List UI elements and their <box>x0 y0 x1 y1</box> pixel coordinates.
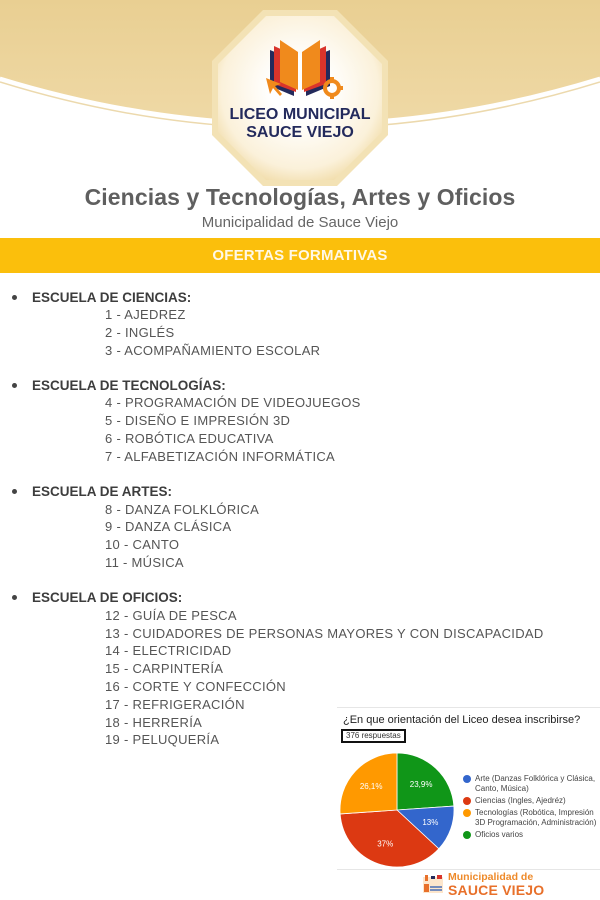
school-tecnologias <box>0 376 600 465</box>
footer-line1: Municipalidad de <box>448 871 534 883</box>
legend-dot-icon <box>463 809 471 817</box>
course-item: 17 - REFRIGERACIÓN <box>105 696 245 712</box>
school-artes <box>0 483 600 572</box>
course-item: 11 - MÚSICA <box>105 554 184 570</box>
course-item: 19 - PELUQUERÍA <box>105 732 220 748</box>
legend-label: Ciencias (Ingles, Ajedréz) <box>475 796 566 805</box>
course-item: 5 - DISEÑO E IMPRESIÓN 3D <box>105 413 291 429</box>
legend-label: Tecnologías (Robótica, Impresión 3D Programación, Administración) <box>475 808 597 827</box>
pie-label: 13% <box>422 817 439 827</box>
svg-text:SAUCE VIEJO: SAUCE VIEJO <box>246 124 354 141</box>
course-item: 1 - AJEDREZ <box>105 307 186 322</box>
course-item: 7 - ALFABETIZACIÓN INFORMÁTICA <box>105 448 336 464</box>
school-ciencias <box>0 288 600 359</box>
bullet-icon <box>12 383 17 388</box>
bullet-icon <box>12 595 17 600</box>
survey-chart-card <box>337 707 600 870</box>
course-item: 10 - CANTO <box>105 537 180 553</box>
pie-chart <box>339 752 455 868</box>
school-name: ESCUELA DE OFICIOS: <box>32 590 183 606</box>
pie-label: 23,9% <box>409 780 433 790</box>
course-item: 3 - ACOMPAÑAMIENTO ESCOLAR <box>105 342 321 358</box>
footer-logo <box>422 872 544 897</box>
page-title: Ciencias y Tecnologías, Artes y Oficios <box>84 184 516 210</box>
course-item: 4 - PROGRAMACIÓN DE VIDEOJUEGOS <box>105 395 361 411</box>
svg-text:LICEO MUNICIPAL: LICEO MUNICIPAL <box>229 106 371 123</box>
course-item: 9 - DANZA CLÁSICA <box>105 519 232 535</box>
course-item: 12 - GUÍA DE PESCA <box>105 607 237 623</box>
legend-label: Oficios varios <box>475 830 524 839</box>
response-count: 376 respuestas <box>341 729 406 743</box>
section-title: OFERTAS FORMATIVAS <box>212 247 388 264</box>
course-item: 6 - ROBÓTICA EDUCATIVA <box>105 430 274 446</box>
legend-dot-icon <box>463 797 471 805</box>
bullet-icon <box>12 489 17 494</box>
schools-list <box>0 288 600 766</box>
course-item: 18 - HERRERÍA <box>105 714 203 730</box>
legend-dot-icon <box>463 775 471 783</box>
page-subtitle: Municipalidad de Sauce Viejo <box>201 214 399 231</box>
legend-item <box>463 808 600 828</box>
municipal-emblem-icon <box>422 873 444 895</box>
pie-label: 37% <box>377 839 394 849</box>
school-name: ESCUELA DE TECNOLOGÍAS: <box>32 377 226 393</box>
chart-question: ¿En que orientación del Liceo desea inscribirse? <box>343 714 581 726</box>
legend-label: Arte (Danzas Folklórica y Clásica, Canto, Música) <box>475 774 596 793</box>
course-item: 2 - INGLÉS <box>105 324 175 340</box>
school-name: ESCUELA DE CIENCIAS: <box>32 289 192 305</box>
course-item: 16 - CORTE Y CONFECCIÓN <box>105 678 286 694</box>
footer-line2: SAUCE VIEJO <box>448 881 545 898</box>
section-band <box>0 238 600 273</box>
chart-legend <box>463 774 600 842</box>
legend-item <box>463 830 600 840</box>
course-item: 8 - DANZA FOLKLÓRICA <box>105 501 260 517</box>
legend-dot-icon <box>463 831 471 839</box>
liceo-logo <box>210 8 390 188</box>
bullet-icon <box>12 295 17 300</box>
course-item: 13 - CUIDADORES DE PERSONAS MAYORES Y CON DISCAPACIDAD <box>105 625 544 641</box>
school-name: ESCUELA DE ARTES: <box>32 484 173 500</box>
legend-item <box>463 774 600 794</box>
pie-label: 26,1% <box>359 781 383 791</box>
course-item: 15 - CARPINTERÍA <box>105 661 224 677</box>
legend-item <box>463 796 600 806</box>
course-item: 14 - ELECTRICIDAD <box>105 643 232 659</box>
